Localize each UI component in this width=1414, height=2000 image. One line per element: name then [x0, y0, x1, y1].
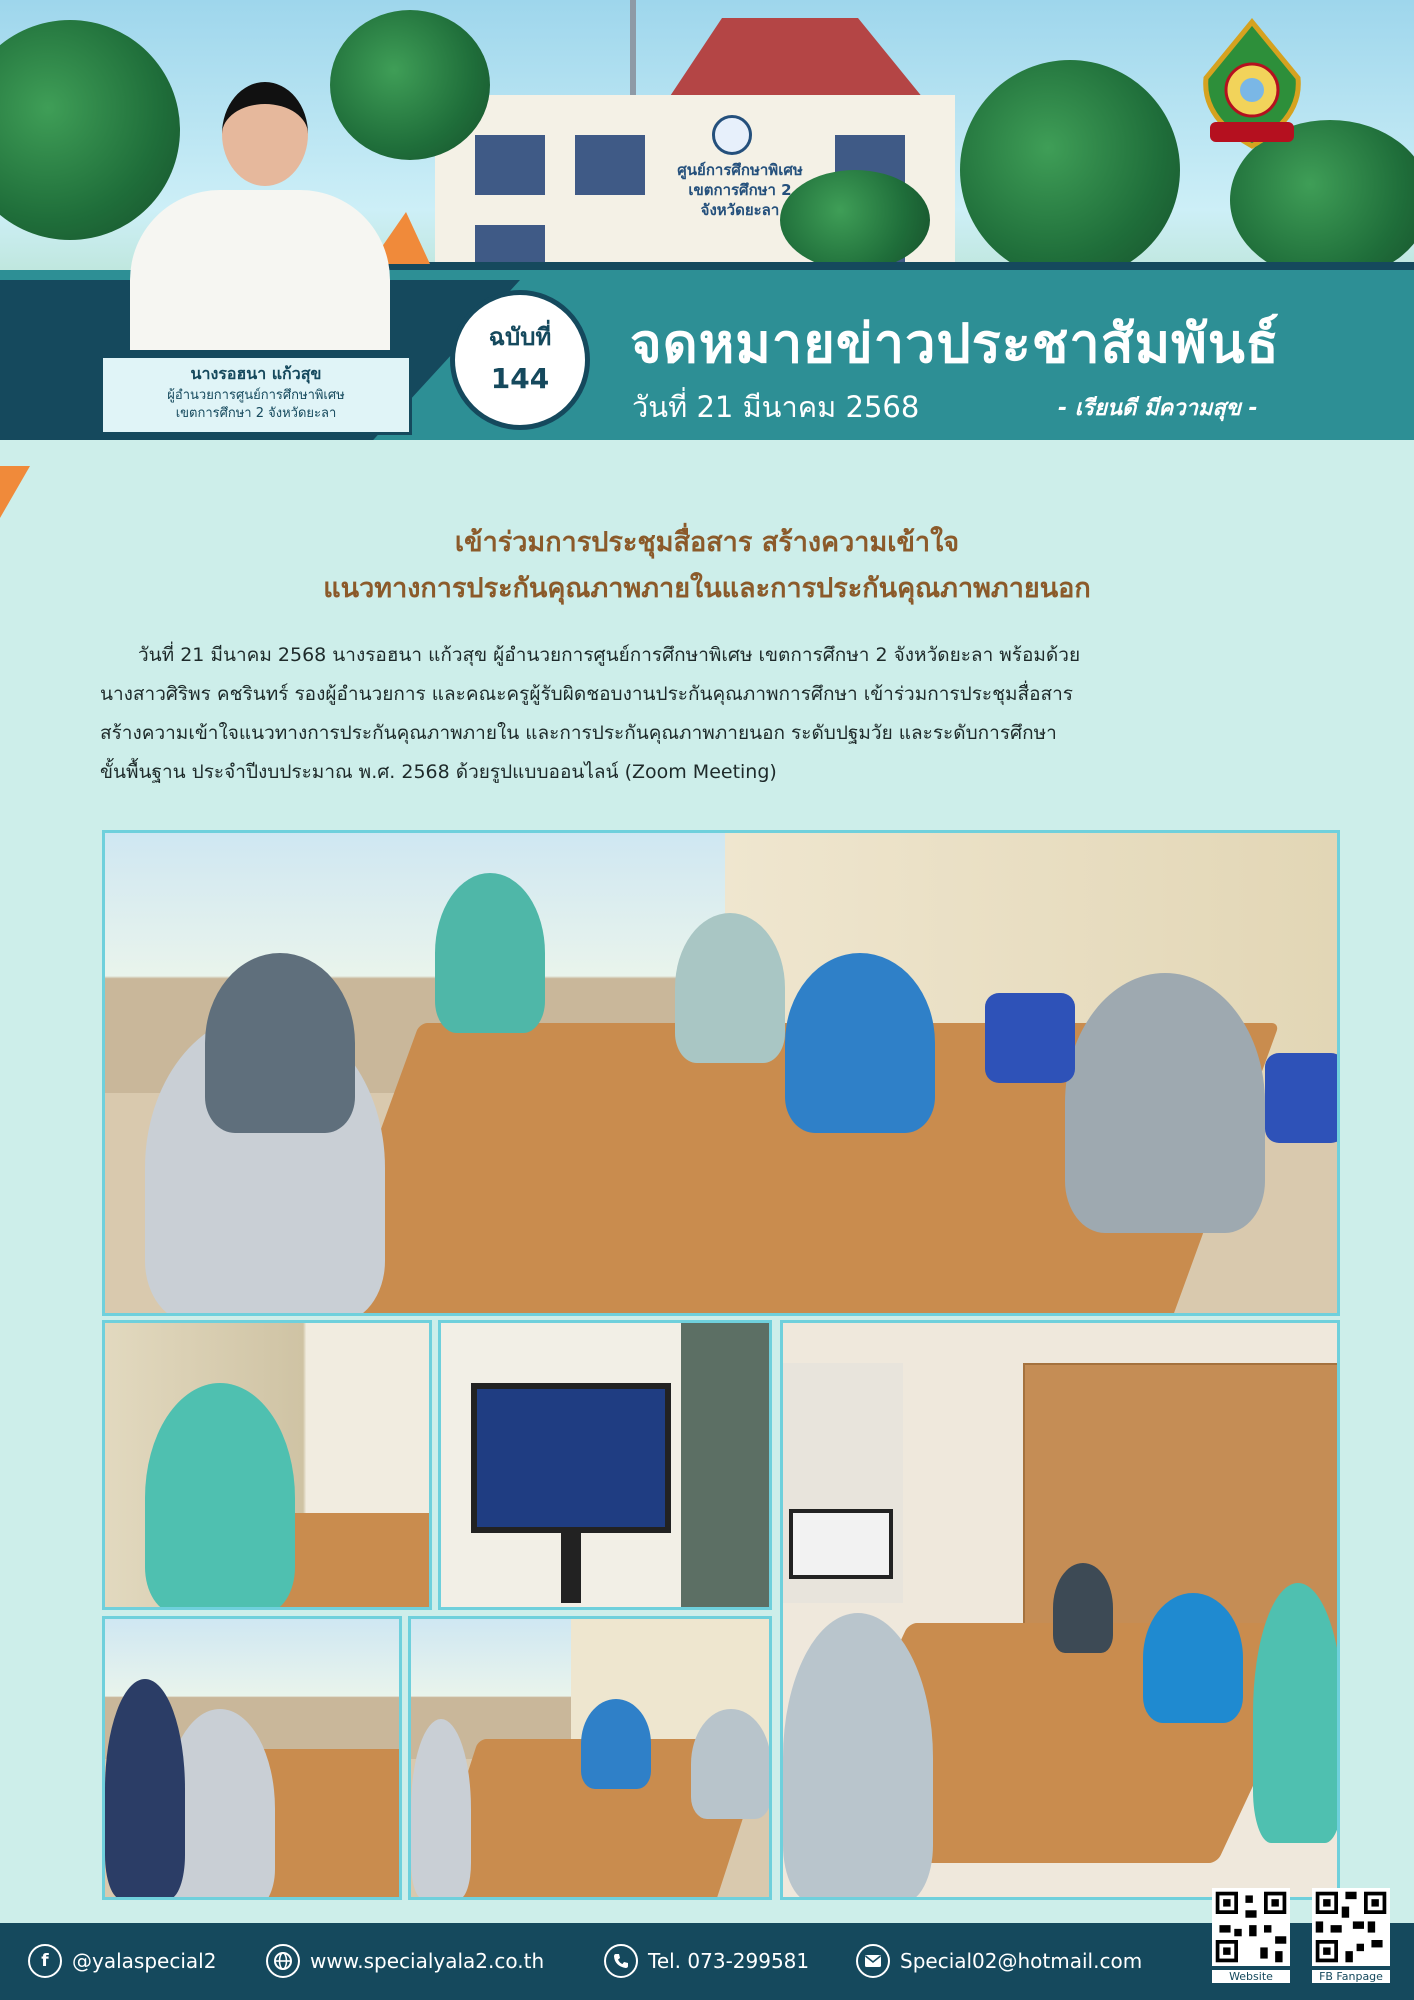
footer-website[interactable] — [266, 1943, 544, 1979]
newsletter-title: จดหมายข่าวประชาสัมพันธ์ — [630, 312, 1280, 375]
qr-fb-fanpage[interactable] — [1312, 1888, 1390, 1983]
website-url: www.specialyala2.co.th — [310, 1949, 545, 1973]
building-emblem — [712, 115, 752, 155]
footer-email[interactable] — [856, 1943, 1142, 1979]
phone-icon — [604, 1944, 638, 1978]
palm-tree — [960, 60, 1180, 280]
footer-phone[interactable] — [604, 1943, 809, 1979]
meeting-photo-main — [102, 830, 1340, 1316]
qr-website-label: Website — [1212, 1970, 1290, 1983]
director-name: นางรอฮนา แก้วสุข — [190, 364, 322, 383]
director-photo — [130, 70, 390, 350]
footer-facebook[interactable] — [28, 1943, 216, 1979]
meeting-photo-screen — [438, 1320, 772, 1610]
header-band-bottom — [0, 440, 1414, 520]
body-line: วันที่ 21 มีนาคม 2568 นางรอฮนา แก้วสุข ผู้อำนวยการศูนย์การศึกษาพิเศษ เขตการศึกษา 2 จังหวัดยะลา พร้อมด้วย — [138, 644, 1081, 666]
mail-icon — [856, 1944, 890, 1978]
director-area: เขตการศึกษา 2 จังหวัดยะลา — [175, 406, 337, 421]
meeting-photo-small-1 — [102, 1616, 402, 1900]
issue-label: ฉบับที่ — [488, 323, 552, 351]
body-line: นางสาวศิริพร คชรินทร์ รองผู้อำนวยการ และคณะครูผู้รับผิดชอบงานประกันคุณภาพการศึกษา เข้าร่วมการประชุมสื่อสาร — [100, 683, 1073, 705]
headline-line-2: แนวทางการประกันคุณภาพภายในและการประกันคุณภาพภายนอก — [323, 573, 1091, 604]
meeting-photo-small-2 — [408, 1616, 772, 1900]
building-sign: ศูนย์การศึกษาพิเศษ เขตการศึกษา 2 จังหวัดยะลา — [677, 161, 803, 219]
qr-website[interactable] — [1212, 1888, 1290, 1983]
meeting-photo-room — [780, 1320, 1340, 1900]
issue-badge — [450, 290, 590, 430]
slogan: - เรียนดี มีความสุข - — [1058, 396, 1258, 421]
article-headline — [0, 520, 1414, 612]
newsletter-header — [0, 0, 1414, 520]
qr-fb-label: FB Fanpage — [1312, 1970, 1390, 1983]
issue-number: 144 — [490, 362, 550, 395]
facebook-handle: @yalaspecial2 — [72, 1949, 217, 1973]
body-line: ขั้นพื้นฐาน ประจำปีงบประมาณ พ.ศ. 2568 ด้วยรูปแบบออนไลน์ (Zoom Meeting) — [100, 761, 777, 783]
qr-code-icon — [1212, 1888, 1290, 1966]
headline-line-1: เข้าร่วมการประชุมสื่อสาร สร้างความเข้าใจ — [454, 527, 960, 558]
article-body — [100, 636, 1350, 792]
meeting-photo-host — [102, 1320, 432, 1610]
globe-icon — [266, 1944, 300, 1978]
facebook-icon: f — [28, 1944, 62, 1978]
phone-number: Tel. 073-299581 — [648, 1949, 810, 1973]
director-name-box — [100, 355, 412, 435]
body-line: สร้างความเข้าใจแนวทางการประกันคุณภาพภายใน และการประกันคุณภาพภายนอก ระดับปฐมวัย และระดับการศึกษา — [100, 722, 1057, 744]
school-logo-icon — [1190, 18, 1315, 153]
qr-code-icon — [1312, 1888, 1390, 1966]
email-address: Special02@hotmail.com — [900, 1949, 1143, 1973]
director-title: ผู้อำนวยการศูนย์การศึกษาพิเศษ — [167, 388, 345, 403]
palm-tree — [780, 170, 930, 270]
issue-date: วันที่ 21 มีนาคม 2568 — [632, 390, 920, 424]
